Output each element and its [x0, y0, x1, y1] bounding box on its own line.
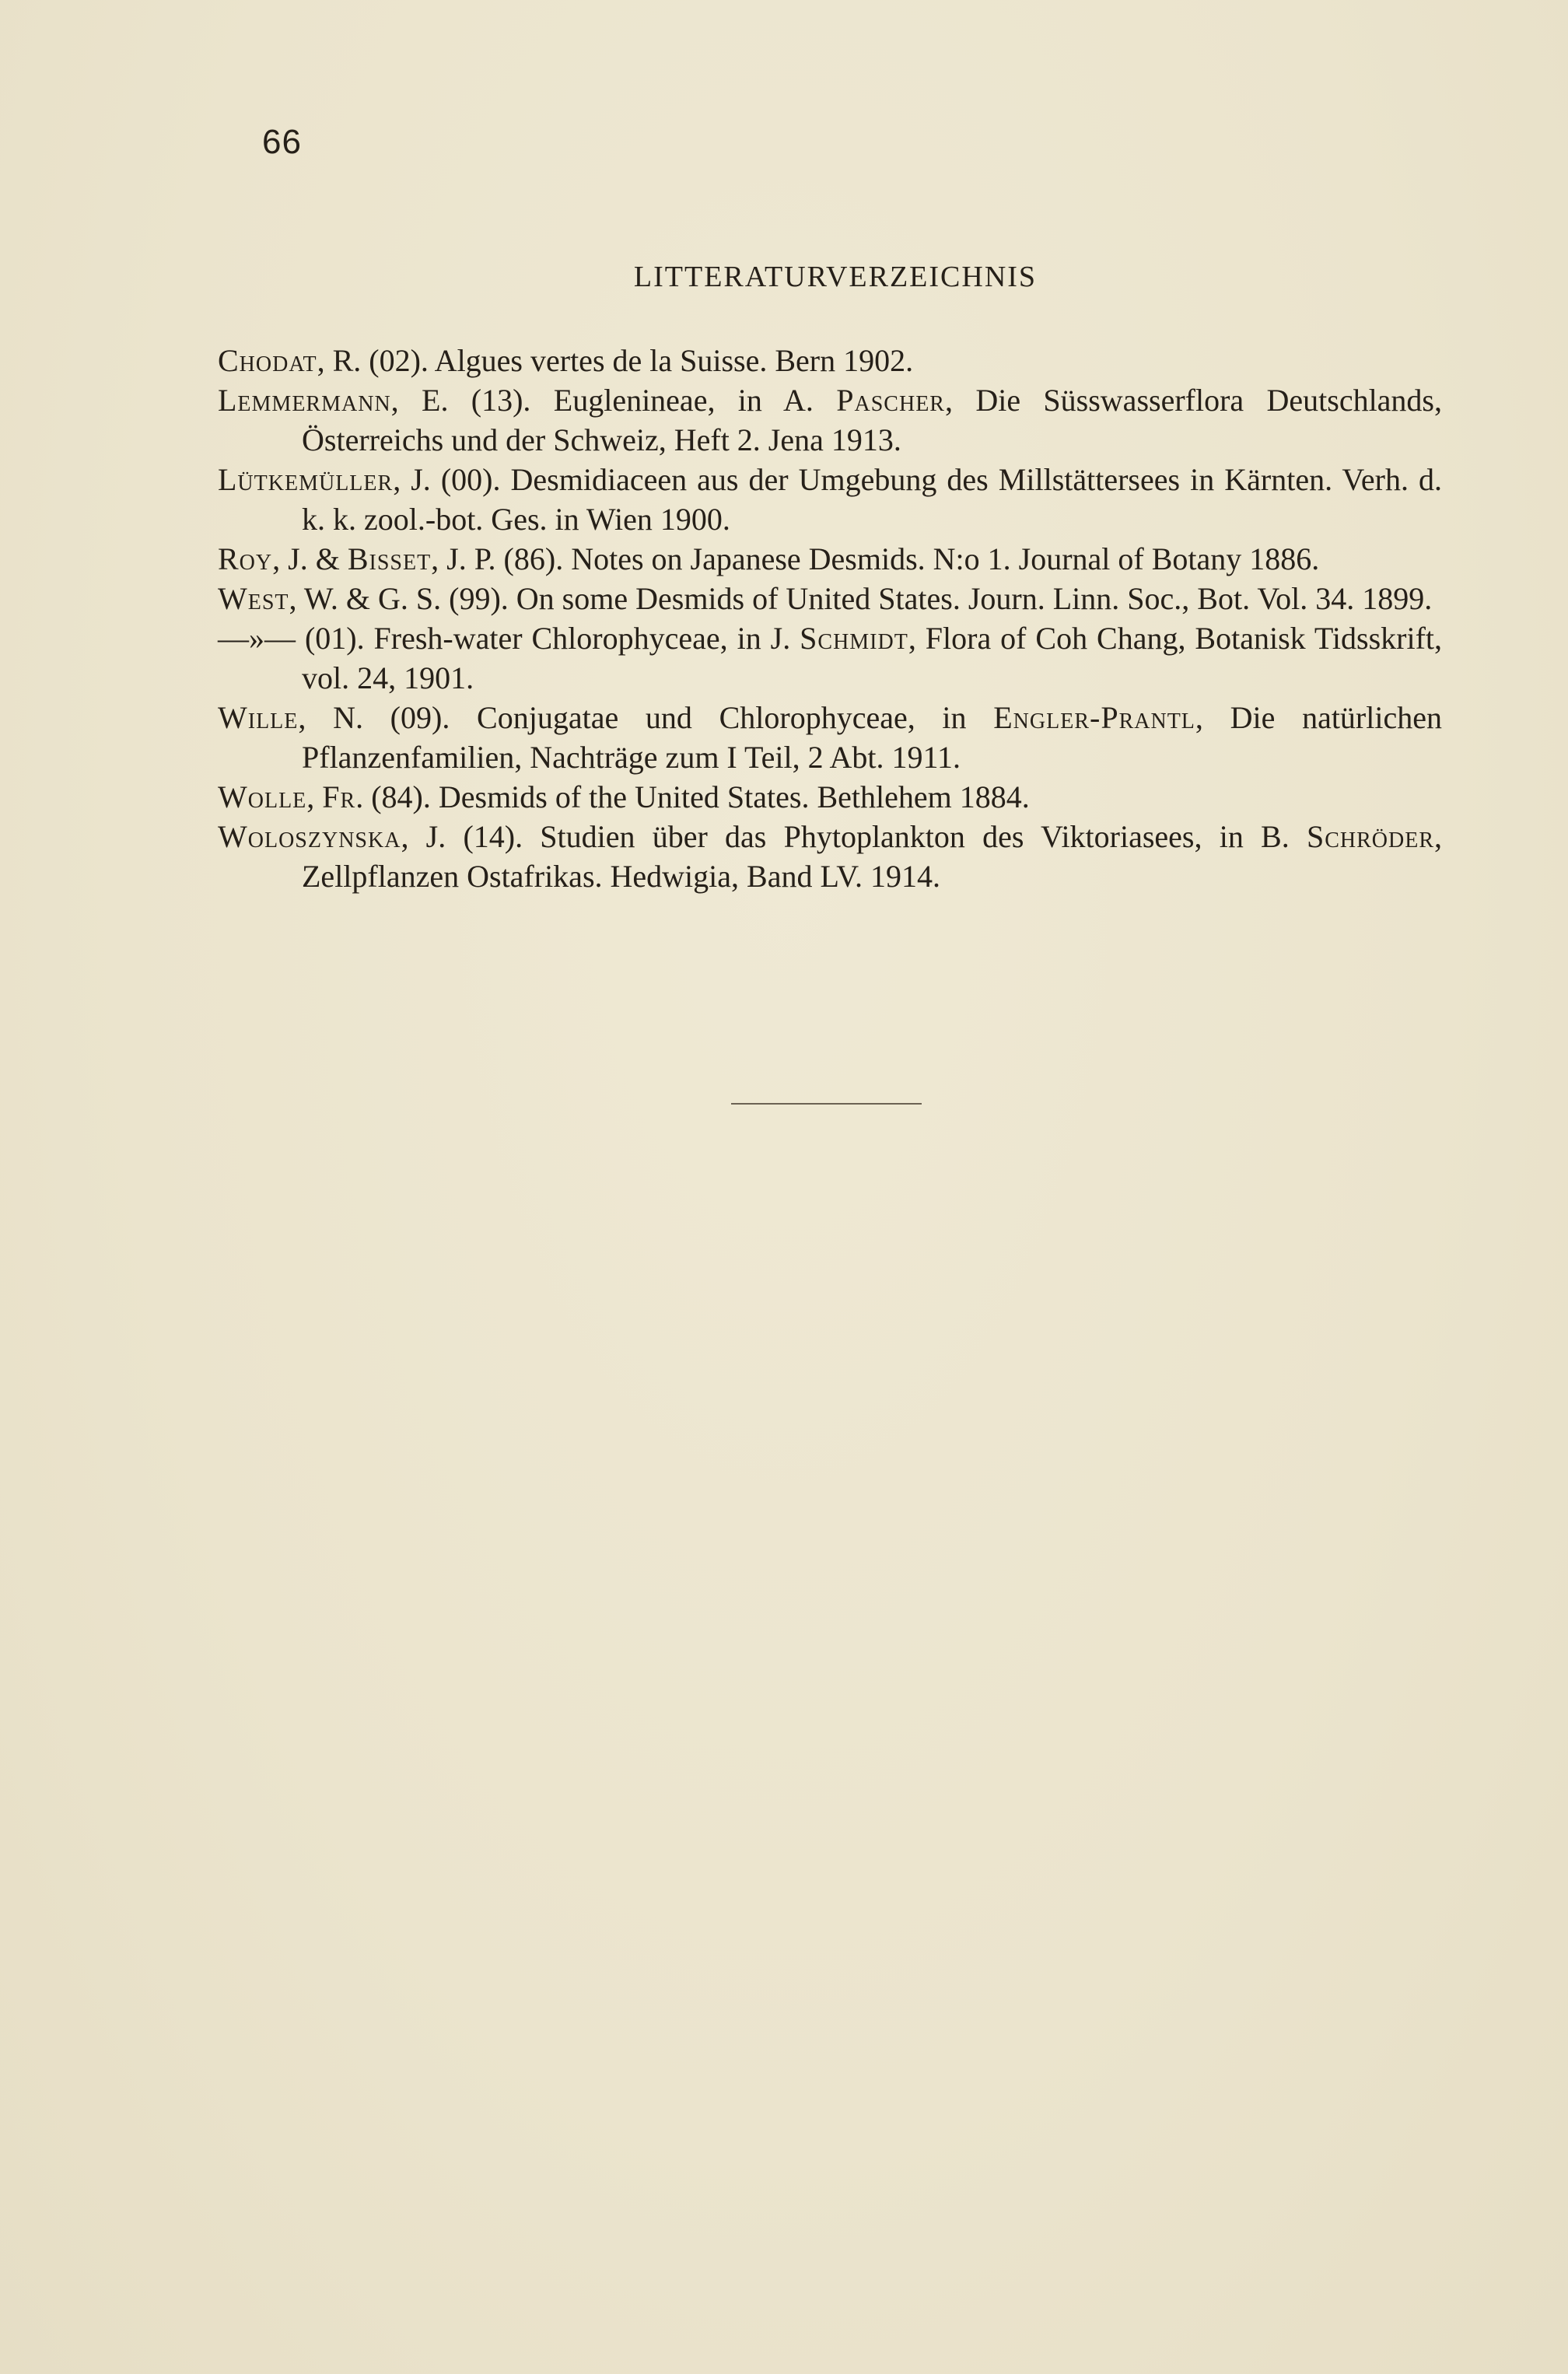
bibliography-entry-woloszynska: [218, 817, 1442, 896]
page-number: 66: [262, 123, 302, 161]
bibliography-entry-wolle: [218, 777, 1442, 817]
entry-secondary-author: Engler-Prantl: [993, 700, 1195, 735]
entry-author: Woloszynska: [218, 819, 401, 854]
entry-text: , W. & G. S. (99). On some Desmids of United States. Journ. Linn. Soc., Bot. Vol. 34. 1899.: [289, 581, 1433, 616]
entry-author: Lemmermann: [218, 383, 391, 418]
entry-ditto-mark: —»—: [218, 621, 296, 656]
entry-author: West: [218, 581, 289, 616]
entry-author: Wolle: [218, 779, 307, 814]
entry-text: . (84). Desmids of the United States. Bethlehem 1884.: [355, 779, 1030, 814]
entry-secondary-author: Schmidt: [800, 621, 908, 656]
bibliography-list: [218, 341, 1442, 896]
bibliography-entry-west-ditto: [218, 618, 1442, 698]
entry-text: , Die natürlichen Pflanzenfamilien, Nachträge zum I Teil, 2 Abt. 1911.: [302, 700, 1442, 775]
bibliography-entry-wille: [218, 698, 1442, 777]
entry-text: , J. P. (86). Notes on Japanese Desmids. N:o 1. Journal of Botany 1886.: [431, 541, 1320, 576]
entry-text-part: , E. (13). Euglenineae, in A.: [390, 383, 837, 418]
entry-text: , J. (00). Desmidiaceen aus der Umgebung des Millstättersees in Kärnten. Verh. d. k. k. zool.-bot. Ges. in Wien 1900.: [302, 462, 1442, 537]
bibliography-entry-roy-bisset: [218, 539, 1442, 579]
bibliography-entry-lutkemuller: [218, 460, 1442, 539]
entry-secondary-author: Schröder: [1306, 819, 1434, 854]
entry-text-part: , J. (14). Studien über das Phytoplankton des Viktoriasees, in B.: [401, 819, 1307, 854]
section-end-rule: [731, 1103, 922, 1105]
entry-secondary-author: Pascher: [836, 383, 945, 418]
entry-author: Lütkemüller: [218, 462, 394, 497]
entry-text: , Flora of Coh Chang, Botanisk Tidsskrift, vol. 24, 1901.: [302, 621, 1442, 695]
section-title: [0, 260, 1568, 294]
entry-text-part: , N. (09). Conjugatae und Chlorophyceae, in: [298, 700, 994, 735]
entry-author: Wille: [218, 700, 299, 735]
section-title-text: LITTERATURVERZEICHNIS: [633, 261, 1038, 293]
entry-text: , R. (02). Algues vertes de la Suisse. Bern 1902.: [317, 343, 914, 378]
entry-text: , Zellpflanzen Ostafrikas. Hedwigia, Band LV. 1914.: [302, 819, 1442, 894]
entry-text-part: , J. &: [272, 541, 348, 576]
entry-text: , Die Süsswasserflora Deutschlands, Österreichs und der Schweiz, Heft 2. Jena 1913.: [302, 383, 1443, 457]
bibliography-entry-west: [218, 579, 1442, 618]
entry-secondary-author: Bisset: [347, 541, 432, 576]
entry-author: Chodat: [218, 343, 317, 378]
entry-text-part: ,: [306, 779, 323, 814]
entry-author: Roy: [218, 541, 273, 576]
bibliography-entry-chodat: [218, 341, 1442, 380]
bibliography-entry-lemmermann: [218, 380, 1442, 460]
entry-author-initial: Fr: [322, 779, 356, 814]
entry-text-part: (01). Fresh-water Chlorophyceae, in J.: [296, 621, 800, 656]
